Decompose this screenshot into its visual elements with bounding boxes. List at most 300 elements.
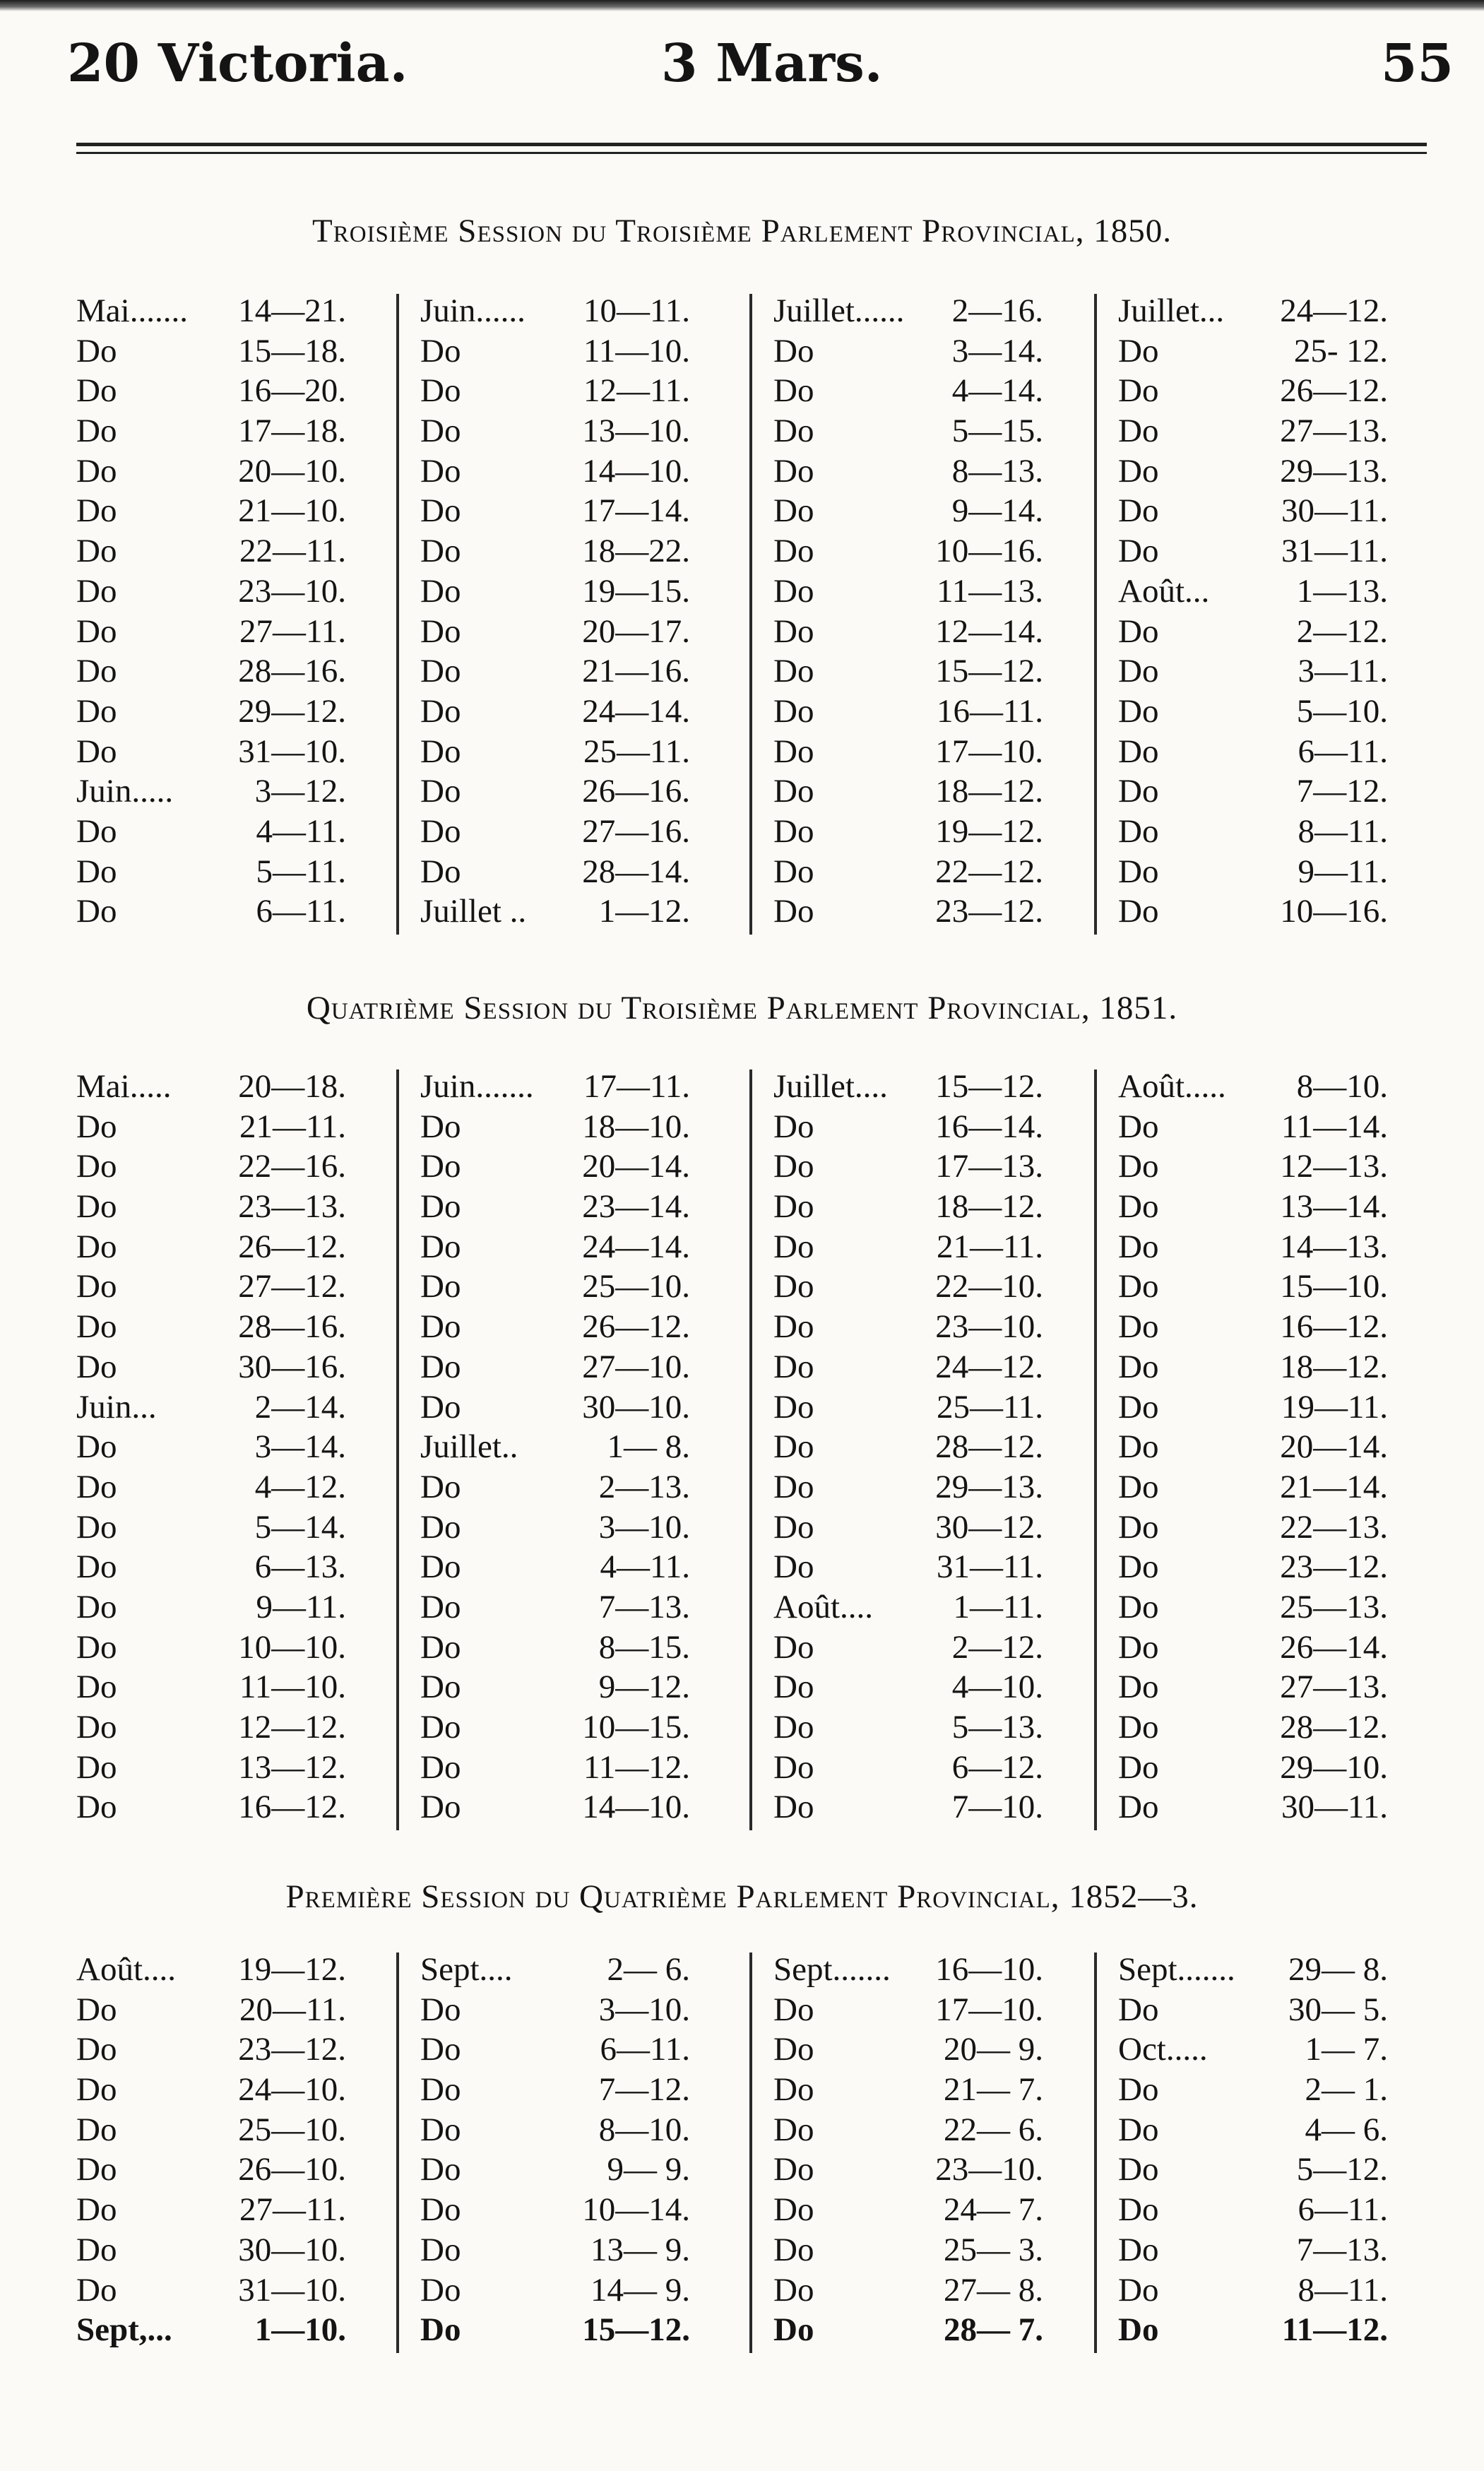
sitting-table — [64, 291, 1420, 934]
table-row — [64, 1950, 374, 1990]
section-title: Première Session du Quatrième Parlement Provincial, 1852—3. — [285, 1878, 1199, 1915]
day-count-value: 14—10. — [582, 452, 690, 490]
table-row — [408, 2190, 718, 2230]
table-column — [64, 291, 374, 932]
date-month-label: Do — [1118, 372, 1159, 410]
day-count-value: 7—12. — [1296, 773, 1388, 810]
day-count-value: 9—12. — [598, 1669, 690, 1706]
table-row — [64, 2310, 374, 2350]
table-row — [761, 651, 1072, 692]
date-month-label: Do — [420, 1268, 461, 1305]
date-month-label: Do — [420, 2231, 461, 2268]
table-row — [408, 451, 718, 492]
table-row — [761, 2230, 1072, 2270]
day-count-value: 31—10. — [238, 2271, 346, 2309]
table-row — [408, 1227, 718, 1267]
date-month-label: Do — [76, 1991, 117, 2028]
date-month-label: Do — [773, 653, 814, 690]
date-month-label: Août..... — [1118, 1068, 1226, 1105]
date-month-label: Do — [420, 612, 461, 650]
day-count-value: 10—11. — [583, 292, 690, 329]
date-month-label: Do — [773, 1308, 814, 1346]
day-count-value: 2—12. — [951, 1628, 1043, 1666]
table-row — [1105, 852, 1416, 892]
table-row — [64, 531, 374, 571]
table-row — [761, 411, 1072, 451]
date-month-label: Do — [76, 492, 117, 530]
date-month-label: Do — [1118, 2231, 1159, 2268]
table-row — [761, 451, 1072, 492]
table-row — [1105, 1667, 1416, 1707]
date-month-label: Do — [773, 332, 814, 369]
date-month-label: Do — [773, 1548, 814, 1586]
header-rule-thin — [76, 152, 1427, 154]
day-count-value: 16—12. — [1280, 1308, 1388, 1346]
date-month-label: Do — [420, 1148, 461, 1185]
table-row — [1105, 1787, 1416, 1827]
table-row — [761, 891, 1072, 932]
day-count-value: 2—12. — [1296, 612, 1388, 650]
table-row — [408, 1307, 718, 1347]
date-month-label: Do — [1118, 853, 1159, 890]
day-count-value: 26—12. — [238, 1228, 346, 1265]
table-row — [1105, 451, 1416, 492]
date-month-label: Do — [773, 1748, 814, 1786]
date-month-label: Do — [1118, 1108, 1159, 1145]
table-column — [761, 291, 1072, 932]
day-count-value: 22—16. — [238, 1148, 346, 1185]
day-count-value: 1— 7. — [1305, 2031, 1388, 2068]
date-month-label: Sept....... — [1118, 1951, 1235, 1988]
date-month-label: Do — [76, 612, 117, 650]
date-month-label: Do — [1118, 1548, 1159, 1586]
table-row — [64, 1067, 374, 1107]
day-count-value: 23—12. — [1280, 1548, 1388, 1586]
table-row — [408, 531, 718, 571]
date-month-label: Do — [773, 893, 814, 930]
day-count-value: 4—11. — [600, 1548, 690, 1586]
table-row — [408, 812, 718, 852]
table-row — [408, 331, 718, 372]
table-row — [1105, 1507, 1416, 1548]
day-count-value: 18—12. — [935, 773, 1043, 810]
date-month-label: Do — [76, 1669, 117, 1706]
table-row — [64, 612, 374, 652]
table-row — [761, 2029, 1072, 2070]
table-row — [408, 1990, 718, 2030]
date-month-label: Do — [1118, 533, 1159, 570]
date-month-label: Do — [420, 332, 461, 369]
date-month-label: Do — [76, 1748, 117, 1786]
column-divider — [1094, 294, 1097, 935]
date-month-label: Do — [773, 2151, 814, 2188]
day-count-value: 6—11. — [600, 2031, 690, 2068]
date-month-label: Do — [773, 1108, 814, 1145]
table-row — [64, 2029, 374, 2070]
header-regnal-year: 20 Victoria. — [67, 33, 408, 94]
day-count-value: 22—12. — [935, 853, 1043, 890]
day-count-value: 28— 7. — [944, 2311, 1043, 2349]
table-row — [761, 1267, 1072, 1307]
table-row — [761, 612, 1072, 652]
table-row — [1105, 2190, 1416, 2230]
day-count-value: 6—11. — [256, 893, 346, 930]
table-row — [408, 651, 718, 692]
day-count-value: 15—12. — [935, 653, 1043, 690]
table-row — [761, 2190, 1072, 2230]
table-row — [1105, 491, 1416, 531]
table-column — [761, 1067, 1072, 1827]
day-count-value: 16—12. — [238, 1789, 346, 1826]
date-month-label: Do — [420, 1228, 461, 1265]
table-row — [761, 2070, 1072, 2110]
table-row — [1105, 1467, 1416, 1507]
day-count-value: 13—12. — [238, 1748, 346, 1786]
day-count-value: 30—10. — [582, 1388, 690, 1426]
table-row — [761, 692, 1072, 732]
day-count-value: 17—14. — [582, 492, 690, 530]
date-month-label: Do — [420, 773, 461, 810]
table-row — [408, 2230, 718, 2270]
table-row — [1105, 612, 1416, 652]
day-count-value: 6—13. — [254, 1548, 346, 1586]
day-count-value: 28—16. — [238, 1308, 346, 1346]
day-count-value: 5—10. — [1296, 692, 1388, 730]
table-row — [1105, 1628, 1416, 1668]
column-divider — [396, 1952, 399, 2353]
date-month-label: Do — [420, 2311, 461, 2349]
day-count-value: 28—12. — [1280, 1709, 1388, 1746]
day-count-value: 15—12. — [582, 2311, 690, 2349]
date-month-label: Do — [773, 452, 814, 490]
table-row — [1105, 771, 1416, 812]
day-count-value: 27— 8. — [944, 2271, 1043, 2309]
table-row — [1105, 1387, 1416, 1428]
date-month-label: Juillet... — [1118, 292, 1225, 329]
table-row — [1105, 531, 1416, 571]
date-month-label: Do — [1118, 1228, 1159, 1265]
table-row — [64, 2150, 374, 2190]
day-count-value: 9— 9. — [607, 2151, 690, 2188]
table-row — [1105, 1707, 1416, 1748]
day-count-value: 3—10. — [598, 1508, 690, 1546]
date-month-label: Do — [420, 1108, 461, 1145]
table-row — [1105, 2310, 1416, 2350]
date-month-label: Do — [1118, 332, 1159, 369]
date-month-label: Do — [76, 893, 117, 930]
table-row — [1105, 2029, 1416, 2070]
table-row — [761, 2150, 1072, 2190]
date-month-label: Do — [420, 572, 461, 610]
day-count-value: 11—13. — [936, 572, 1043, 610]
day-count-value: 28—12. — [935, 1428, 1043, 1466]
table-row — [761, 852, 1072, 892]
column-divider — [749, 1952, 752, 2353]
date-month-label: Do — [76, 1268, 117, 1305]
date-month-label: Do — [1118, 2191, 1159, 2229]
date-month-label: Do — [420, 1388, 461, 1426]
date-month-label: Juillet.. — [420, 1428, 518, 1466]
day-count-value: 27—12. — [238, 1268, 346, 1305]
date-month-label: Do — [76, 2271, 117, 2309]
table-row — [64, 1507, 374, 1548]
day-count-value: 19—12. — [935, 812, 1043, 850]
table-row — [64, 1307, 374, 1347]
table-row — [64, 1628, 374, 1668]
date-month-label: Do — [76, 1148, 117, 1185]
date-month-label: Do — [76, 533, 117, 570]
date-month-label: Do — [773, 1991, 814, 2028]
date-month-label: Do — [76, 2151, 117, 2188]
date-month-label: Do — [420, 812, 461, 850]
date-month-label: Do — [1118, 893, 1159, 930]
table-row — [64, 1347, 374, 1387]
day-count-value: 22—10. — [935, 1268, 1043, 1305]
day-count-value: 20—14. — [1280, 1428, 1388, 1466]
table-row — [1105, 1427, 1416, 1467]
date-month-label: Do — [420, 1468, 461, 1505]
date-month-label: Do — [1118, 812, 1159, 850]
day-count-value: 18—12. — [935, 1188, 1043, 1226]
date-month-label: Do — [1118, 1748, 1159, 1786]
day-count-value: 20—14. — [582, 1148, 690, 1185]
table-row — [761, 771, 1072, 812]
table-row — [761, 1067, 1072, 1107]
table-row — [761, 491, 1072, 531]
table-column — [1105, 1067, 1416, 1827]
day-count-value: 30—11. — [1281, 492, 1388, 530]
day-count-value: 18—10. — [582, 1108, 690, 1145]
day-count-value: 23—12. — [238, 2031, 346, 2068]
table-row — [761, 1748, 1072, 1788]
table-row — [1105, 1267, 1416, 1307]
date-month-label: Do — [1118, 1268, 1159, 1305]
date-month-label: Do — [420, 2271, 461, 2309]
table-row — [408, 1187, 718, 1227]
day-count-value: 11—10. — [583, 332, 690, 369]
table-row — [761, 1347, 1072, 1387]
table-row — [64, 812, 374, 852]
table-row — [1105, 2070, 1416, 2110]
date-month-label: Juin... — [76, 1388, 157, 1426]
table-column — [1105, 1950, 1416, 2350]
date-month-label: Do — [76, 1108, 117, 1145]
date-month-label: Mai....... — [76, 292, 188, 329]
date-month-label: Do — [76, 1468, 117, 1505]
day-count-value: 17—10. — [935, 733, 1043, 770]
date-month-label: Do — [1118, 1308, 1159, 1346]
date-month-label: Do — [76, 2071, 117, 2109]
date-month-label: Juin..... — [76, 773, 174, 810]
table-row — [408, 1347, 718, 1387]
table-row — [761, 1187, 1072, 1227]
date-month-label: Do — [1118, 1669, 1159, 1706]
day-count-value: 26—16. — [582, 773, 690, 810]
date-month-label: Do — [773, 2271, 814, 2309]
day-count-value: 28—16. — [238, 653, 346, 690]
date-month-label: Août.... — [76, 1951, 176, 1988]
day-count-value: 4—12. — [254, 1468, 346, 1505]
day-count-value: 4—10. — [951, 1669, 1043, 1706]
page-number: 55 — [1381, 33, 1454, 94]
table-row — [64, 891, 374, 932]
day-count-value: 12—11. — [583, 372, 690, 410]
day-count-value: 3—14. — [951, 332, 1043, 369]
date-month-label: Do — [420, 2071, 461, 2109]
day-count-value: 2—16. — [951, 292, 1043, 329]
day-count-value: 19—11. — [1281, 1388, 1388, 1426]
day-count-value: 29—12. — [238, 692, 346, 730]
table-row — [408, 411, 718, 451]
day-count-value: 23—10. — [935, 1308, 1043, 1346]
day-count-value: 24—14. — [582, 692, 690, 730]
day-count-value: 25— 3. — [944, 2231, 1043, 2268]
table-column — [408, 1067, 718, 1827]
date-month-label: Do — [773, 533, 814, 570]
table-row — [761, 1507, 1072, 1548]
running-header — [0, 28, 1484, 99]
day-count-value: 10—14. — [582, 2191, 690, 2229]
table-row — [408, 1547, 718, 1587]
date-month-label: Do — [1118, 2071, 1159, 2109]
table-row — [1105, 2150, 1416, 2190]
day-count-value: 11—12. — [1281, 2311, 1388, 2349]
day-count-value: 5—13. — [951, 1709, 1043, 1746]
table-row — [1105, 331, 1416, 372]
date-month-label: Do — [76, 1348, 117, 1385]
table-row — [761, 812, 1072, 852]
table-row — [64, 1467, 374, 1507]
table-row — [761, 1307, 1072, 1347]
table-column — [64, 1067, 374, 1827]
section-title: Quatrième Session du Troisième Parlement Provincial, 1851. — [306, 990, 1178, 1026]
day-count-value: 27—16. — [582, 812, 690, 850]
date-month-label: Do — [773, 812, 814, 850]
header-rule-thick — [76, 143, 1427, 146]
day-count-value: 20—11. — [239, 1991, 346, 2028]
day-count-value: 10—10. — [238, 1628, 346, 1666]
date-month-label: Do — [1118, 413, 1159, 450]
table-column — [761, 1950, 1072, 2350]
date-month-label: Do — [1118, 692, 1159, 730]
table-row — [408, 1667, 718, 1707]
column-divider — [1094, 1952, 1097, 2353]
date-month-label: Do — [420, 2111, 461, 2148]
date-month-label: Do — [773, 2191, 814, 2229]
day-count-value: 23—13. — [238, 1188, 346, 1226]
table-row — [408, 2110, 718, 2150]
day-count-value: 18—12. — [1280, 1348, 1388, 1385]
table-row — [761, 291, 1072, 331]
header-date: 3 Mars. — [661, 33, 883, 94]
date-month-label: Do — [76, 653, 117, 690]
date-month-label: Do — [773, 1268, 814, 1305]
day-count-value: 2— 6. — [607, 1951, 690, 1988]
table-row — [408, 1387, 718, 1428]
date-month-label: Do — [1118, 1588, 1159, 1625]
column-divider — [749, 1069, 752, 1830]
date-month-label: Do — [773, 2031, 814, 2068]
table-row — [1105, 1347, 1416, 1387]
date-month-label: Do — [1118, 733, 1159, 770]
date-month-label: Juin....... — [420, 1068, 534, 1105]
day-count-value: 12—14. — [935, 612, 1043, 650]
day-count-value: 15—18. — [238, 332, 346, 369]
day-count-value: 2—14. — [254, 1388, 346, 1426]
day-count-value: 29—13. — [1280, 452, 1388, 490]
section-title: Troisième Session du Troisième Parlement Provincial, 1850. — [312, 213, 1172, 249]
date-month-label: Do — [1118, 1188, 1159, 1226]
table-row — [1105, 692, 1416, 732]
day-count-value: 26—10. — [238, 2151, 346, 2188]
day-count-value: 11—12. — [583, 1748, 690, 1786]
day-count-value: 8—11. — [1298, 812, 1388, 850]
day-count-value: 23—14. — [582, 1188, 690, 1226]
table-row — [761, 1467, 1072, 1507]
date-month-label: Sept.... — [420, 1951, 513, 1988]
date-month-label: Do — [773, 853, 814, 890]
day-count-value: 26—12. — [582, 1308, 690, 1346]
day-count-value: 25—13. — [1280, 1588, 1388, 1625]
table-row — [761, 1387, 1072, 1428]
date-month-label: Do — [420, 1628, 461, 1666]
table-row — [1105, 291, 1416, 331]
table-row — [408, 852, 718, 892]
day-count-value: 24— 7. — [944, 2191, 1043, 2229]
table-row — [64, 1748, 374, 1788]
table-row — [1105, 1107, 1416, 1147]
date-month-label: Do — [76, 1709, 117, 1746]
table-row — [64, 491, 374, 531]
date-month-label: Do — [1118, 2151, 1159, 2188]
table-row — [761, 571, 1072, 612]
date-month-label: Do — [76, 372, 117, 410]
day-count-value: 16—11. — [936, 692, 1043, 730]
day-count-value: 10—15. — [582, 1709, 690, 1746]
date-month-label: Do — [1118, 2111, 1159, 2148]
day-count-value: 24—10. — [238, 2071, 346, 2109]
day-count-value: 31—11. — [1281, 533, 1388, 570]
table-row — [761, 732, 1072, 772]
table-row — [64, 571, 374, 612]
date-month-label: Do — [773, 692, 814, 730]
date-month-label: Do — [420, 692, 461, 730]
day-count-value: 29—13. — [935, 1468, 1043, 1505]
day-count-value: 21—14. — [1280, 1468, 1388, 1505]
date-month-label: Do — [1118, 1991, 1159, 2028]
day-count-value: 25—10. — [238, 2111, 346, 2148]
date-month-label: Do — [773, 1709, 814, 1746]
table-row — [761, 2310, 1072, 2350]
day-count-value: 26—12. — [1280, 372, 1388, 410]
table-row — [64, 1427, 374, 1467]
table-row — [64, 1787, 374, 1827]
date-month-label: Do — [420, 1188, 461, 1226]
day-count-value: 20—18. — [238, 1068, 346, 1105]
table-row — [761, 371, 1072, 411]
table-row — [1105, 1067, 1416, 1107]
day-count-value: 14—13. — [1280, 1228, 1388, 1265]
date-month-label: Do — [773, 572, 814, 610]
table-row — [1105, 2270, 1416, 2311]
day-count-value: 31—11. — [936, 1548, 1043, 1586]
date-month-label: Do — [1118, 1148, 1159, 1185]
day-count-value: 20—17. — [582, 612, 690, 650]
day-count-value: 16—10. — [935, 1951, 1043, 1988]
date-month-label: Do — [76, 1548, 117, 1586]
date-month-label: Do — [773, 1348, 814, 1385]
day-count-value: 5—12. — [1296, 2151, 1388, 2188]
